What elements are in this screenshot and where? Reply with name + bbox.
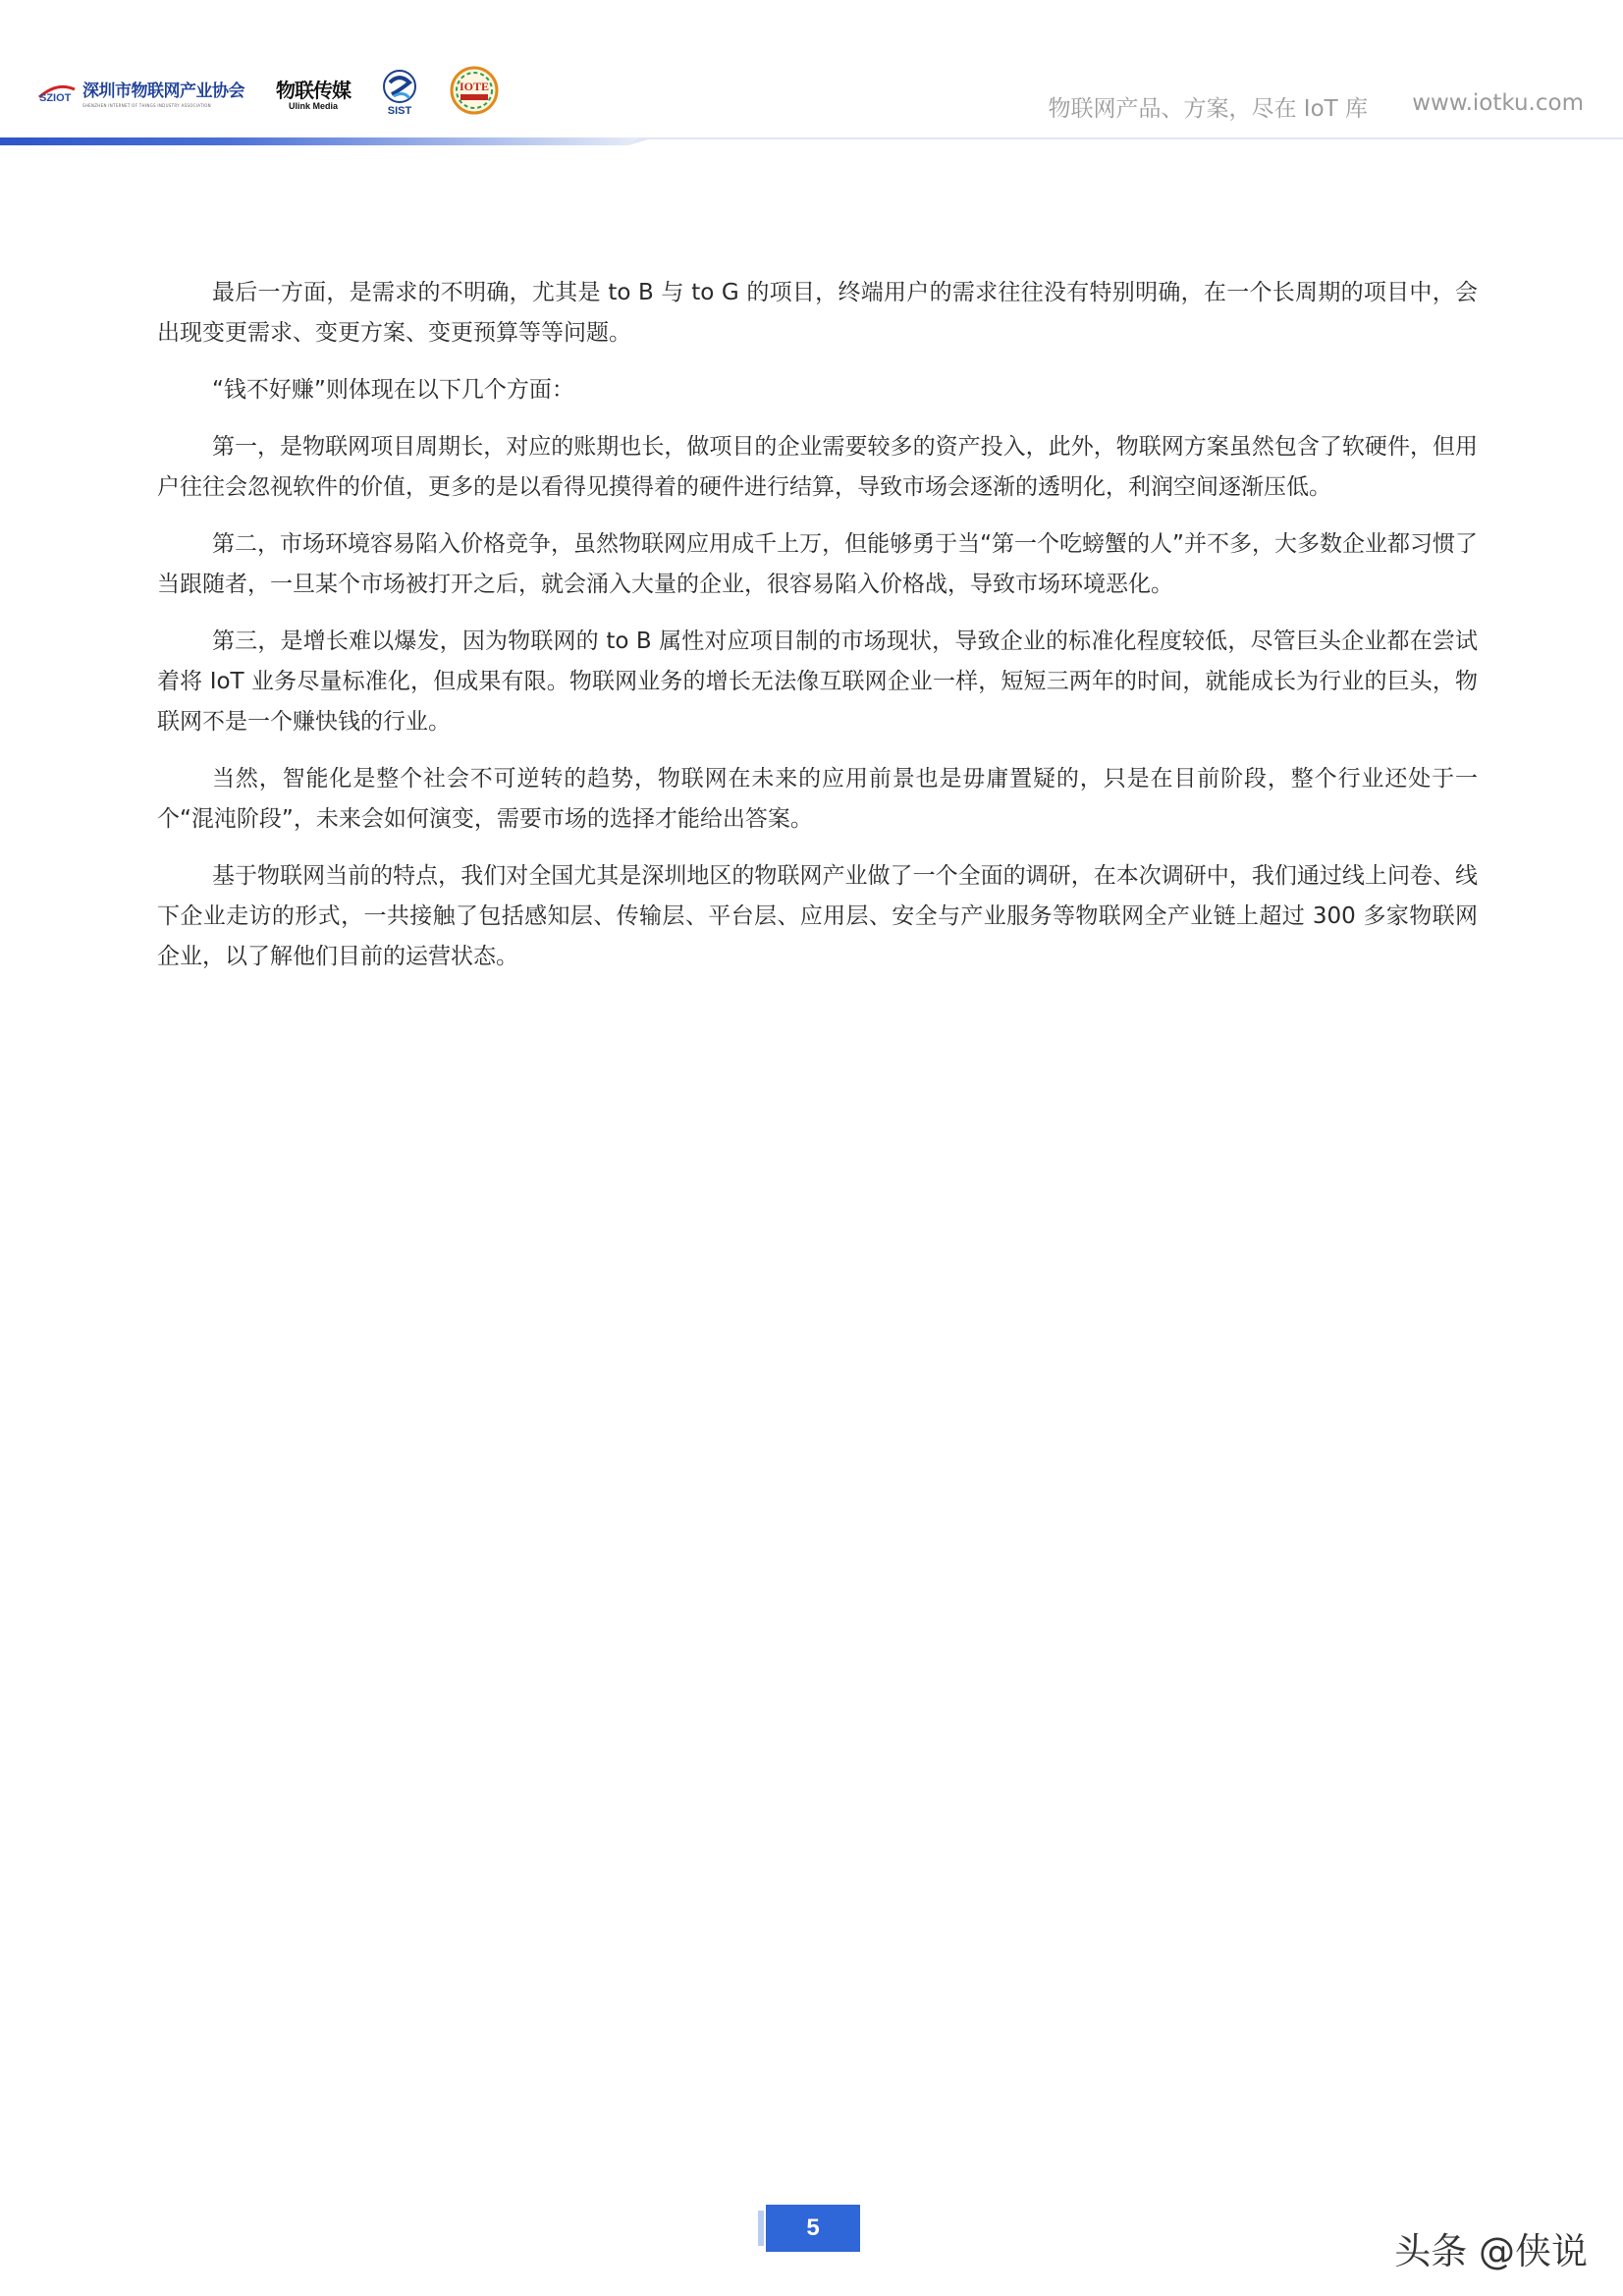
sist-emblem-icon xyxy=(382,69,417,104)
ulink-chinese-name: 物联传媒 xyxy=(276,78,351,102)
watermark: 头条 @侠说 xyxy=(1394,2230,1588,2272)
sziot-mark: SZIOT xyxy=(39,92,72,104)
sziot-english-name: SHENZHEN INTERNET OF THINGS INDUSTRY ASSOCIATION xyxy=(82,103,211,108)
header-url[interactable]: www.iotku.com xyxy=(1412,90,1584,116)
logo-group xyxy=(37,61,500,124)
paragraph: 基于物联网当前的特点，我们对全国尤其是深圳地区的物联网产业做了一个全面的调研，在本次调研中，我们通过线上问卷、线下企业走访的形式，一共接触了包括感知层、传输层、平台层、应用层、安全与产业服务等物联网全产业链上超过 300 多家物联网企业，以了解他们目前的运营状态。 xyxy=(157,863,1478,969)
ulink-english-name: Ulink Media xyxy=(288,100,338,111)
paragraph: 第二，市场环境容易陷入价格竞争，虽然物联网应用成千上万，但能够勇于当“第一个吃螃蟹的人”并不多，大多数企业都习惯了当跟随者，一旦某个市场被打开之后，就会涌入大量的企业，很容易陷入价格战，导致市场环境恶化。 xyxy=(157,531,1478,597)
paragraph: 第三，是增长难以爆发，因为物联网的 to B 属性对应项目制的市场现状，导致企业的标准化程度较低，尽管巨头企业都在尝试着将 IoT 业务尽量标准化，但成果有限。物联网业务的增长无法像互联网企业一样，短短三两年的时间，就能成长为行业的巨头，物联网不是一个赚快钱的行业。 xyxy=(157,629,1478,735)
iote-badge-icon xyxy=(449,65,500,116)
sziot-logo xyxy=(37,77,244,108)
header-gradient-bar xyxy=(0,137,1623,145)
sist-logo xyxy=(382,69,417,117)
header-tagline: 物联网产品、方案，尽在 IoT 库 xyxy=(1048,96,1368,122)
page-header xyxy=(0,0,1623,147)
paragraph: 当然，智能化是整个社会不可逆转的趋势，物联网在未来的应用前景也是毋庸置疑的，只是在目前阶段，整个行业还处于一个“混沌阶段”，未来会如何演变，需要市场的选择才能给出答案。 xyxy=(157,766,1478,832)
sist-label: SIST xyxy=(387,104,412,117)
page-number: 5 xyxy=(766,2205,860,2252)
sziot-name: 深圳市物联网产业协会 xyxy=(82,82,244,101)
iote-label: IOTE xyxy=(459,80,490,93)
ulink-media-logo xyxy=(276,75,351,111)
iote-logo xyxy=(449,65,500,120)
paragraph: 最后一方面，是需求的不明确，尤其是 to B 与 to G 的项目，终端用户的需求往往没有特别明确，在一个长周期的项目中，会出现变更需求、变更方案、变更预算等等问题。 xyxy=(157,280,1478,346)
sziot-swoosh-icon xyxy=(37,80,77,105)
paragraph: 第一，是物联网项目周期长，对应的账期也长，做项目的企业需要较多的资产投入，此外，物联网方案虽然包含了软硬件，但用户往往会忽视软件的价值，更多的是以看得见摸得着的硬件进行结算，导致市场会逐渐的透明化，利润空间逐渐压低。 xyxy=(157,434,1478,500)
body-text xyxy=(157,273,1478,994)
paragraph: “钱不好赚”则体现在以下几个方面： xyxy=(212,377,574,403)
